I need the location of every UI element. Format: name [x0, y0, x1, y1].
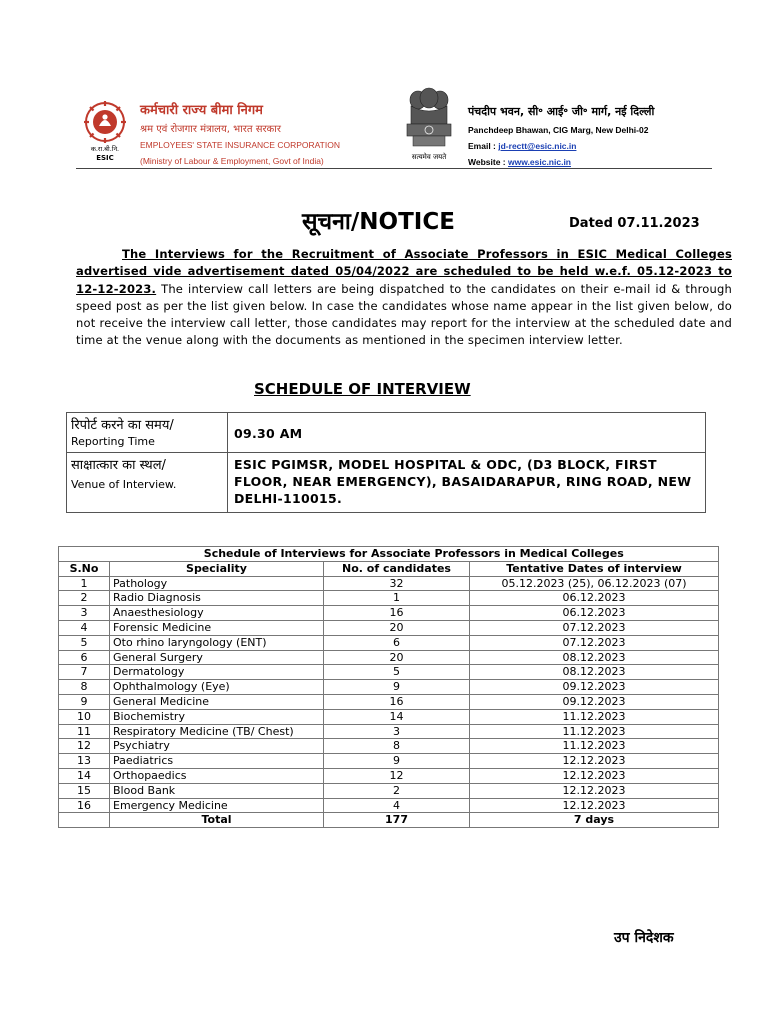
- table-row: [59, 650, 719, 665]
- cell-candidates: 14: [324, 709, 470, 724]
- cell-sno: 1: [59, 576, 110, 591]
- cell-speciality: Oto rhino laryngology (ENT): [110, 635, 324, 650]
- table-row: [59, 798, 719, 813]
- table-total-row: [59, 813, 719, 828]
- schedule-heading: SCHEDULE OF INTERVIEW: [254, 380, 471, 398]
- table-row: [59, 709, 719, 724]
- table-row: [59, 739, 719, 754]
- cell-sno: 5: [59, 635, 110, 650]
- cell-sno: 8: [59, 680, 110, 695]
- venue-label-cell: [67, 453, 228, 513]
- cell-dates: 08.12.2023: [470, 650, 719, 665]
- cell-candidates: 20: [324, 650, 470, 665]
- table-row: [59, 768, 719, 783]
- notice-body-rest: The interview call letters are being dispatched to the candidates on their e-mail id & through speed post as per the list given below. In case the candidates whose name appear in the list given below, do not receive the interview call letter, those candidates may report for the interview at the scheduled date and time at the venue along with the documents as mentioned in the specimen interview letter.: [76, 281, 732, 348]
- cell-sno: 2: [59, 591, 110, 606]
- cell-speciality: Biochemistry: [110, 709, 324, 724]
- reporting-label-cell: [67, 413, 228, 453]
- table-row: [59, 680, 719, 695]
- notice-date: Dated 07.11.2023: [569, 216, 700, 231]
- reporting-value-cell: [228, 413, 706, 453]
- caption-spacer: [59, 547, 110, 562]
- cell-candidates: 8: [324, 739, 470, 754]
- ministry-name-english: (Ministry of Labour & Employment, Govt of India): [140, 156, 324, 166]
- header-sno: S.No: [59, 561, 110, 576]
- org-name-hindi: कर्मचारी राज्य बीमा निगम: [140, 103, 263, 118]
- cell-candidates: 1: [324, 591, 470, 606]
- website-link[interactable]: www.esic.nic.in: [508, 157, 571, 167]
- address-hindi: पंचदीप भवन, सी॰ आई॰ जी॰ मार्ग, नई दिल्ली: [468, 105, 655, 118]
- table-row: [59, 694, 719, 709]
- cell-dates: 11.12.2023: [470, 724, 719, 739]
- cell-dates: 12.12.2023: [470, 783, 719, 798]
- cell-candidates: 16: [324, 694, 470, 709]
- cell-sno: 6: [59, 650, 110, 665]
- cell-candidates: 9: [324, 754, 470, 769]
- cell-candidates: 16: [324, 606, 470, 621]
- cell-speciality: Orthopaedics: [110, 768, 324, 783]
- cell-speciality: Paediatrics: [110, 754, 324, 769]
- table-row: [59, 591, 719, 606]
- cell-dates: 08.12.2023: [470, 665, 719, 680]
- ministry-name-hindi: श्रम एवं रोजगार मंत्रालय, भारत सरकार: [140, 124, 281, 135]
- venue-value-cell: [228, 453, 706, 513]
- cell-sno: 11: [59, 724, 110, 739]
- table-row: [59, 635, 719, 650]
- notice-title: सूचना/NOTICE: [302, 209, 455, 235]
- table-caption: Schedule of Interviews for Associate Professors in Medical Colleges: [110, 547, 719, 562]
- signature-designation: उप निदेशक: [614, 930, 674, 946]
- cell-candidates: 3: [324, 724, 470, 739]
- table-row: [59, 620, 719, 635]
- cell-candidates: 4: [324, 798, 470, 813]
- cell-sno: 4: [59, 620, 110, 635]
- table-row: [59, 724, 719, 739]
- venue-label-hindi: साक्षात्कार का स्थल/: [71, 458, 166, 473]
- cell-speciality: Radio Diagnosis: [110, 591, 324, 606]
- table-row: [59, 754, 719, 769]
- cell-speciality: Dermatology: [110, 665, 324, 680]
- cell-speciality: Forensic Medicine: [110, 620, 324, 635]
- cell-speciality: Anaesthesiology: [110, 606, 324, 621]
- cell-speciality: Psychiatry: [110, 739, 324, 754]
- interview-schedule-table: [58, 546, 719, 828]
- cell-sno: 9: [59, 694, 110, 709]
- cell-speciality: General Medicine: [110, 694, 324, 709]
- cell-sno: 14: [59, 768, 110, 783]
- reporting-time-value: 09.30 AM: [234, 426, 303, 441]
- cell-dates: 12.12.2023: [470, 768, 719, 783]
- cell-speciality: Ophthalmology (Eye): [110, 680, 324, 695]
- total-days: 7 days: [470, 813, 719, 828]
- cell-dates: 11.12.2023: [470, 739, 719, 754]
- table-row: [59, 606, 719, 621]
- email-line: [468, 141, 576, 151]
- total-candidates: 177: [324, 813, 470, 828]
- cell-candidates: 9: [324, 680, 470, 695]
- esic-logo-icon: [80, 100, 130, 164]
- table-row: [59, 665, 719, 680]
- reporting-label-hindi: रिपोर्ट करने का समय/: [71, 418, 174, 433]
- website-line: [468, 157, 571, 167]
- website-label: Website :: [468, 157, 506, 167]
- email-link[interactable]: jd-rectt@esic.nic.in: [498, 141, 577, 151]
- cell-candidates: 32: [324, 576, 470, 591]
- cell-sno: 3: [59, 606, 110, 621]
- cell-speciality: General Surgery: [110, 650, 324, 665]
- header-dates: Tentative Dates of interview: [470, 561, 719, 576]
- header-speciality: Speciality: [110, 561, 324, 576]
- cell-dates: 06.12.2023: [470, 591, 719, 606]
- cell-sno: 13: [59, 754, 110, 769]
- total-label: Total: [110, 813, 324, 828]
- logo-text-english: ESIC: [96, 154, 114, 162]
- cell-sno: 16: [59, 798, 110, 813]
- cell-speciality: Pathology: [110, 576, 324, 591]
- header-candidates: No. of candidates: [324, 561, 470, 576]
- notice-body: [76, 246, 732, 350]
- cell-dates: 09.12.2023: [470, 694, 719, 709]
- email-label: Email :: [468, 141, 496, 151]
- cell-candidates: 12: [324, 768, 470, 783]
- cell-dates: 07.12.2023: [470, 620, 719, 635]
- reporting-label-english: Reporting Time: [71, 435, 155, 448]
- logo-text-hindi: क.रा.बी.नि.: [90, 145, 120, 153]
- cell-dates: 05.12.2023 (25), 06.12.2023 (07): [470, 576, 719, 591]
- cell-dates: 12.12.2023: [470, 754, 719, 769]
- cell-sno: 7: [59, 665, 110, 680]
- table-caption-row: [59, 547, 719, 562]
- cell-dates: 12.12.2023: [470, 798, 719, 813]
- cell-candidates: 6: [324, 635, 470, 650]
- emblem-caption: सत्यमेव जयते: [411, 153, 447, 161]
- cell-speciality: Blood Bank: [110, 783, 324, 798]
- cell-candidates: 20: [324, 620, 470, 635]
- reporting-venue-box: [66, 412, 706, 513]
- cell-candidates: 5: [324, 665, 470, 680]
- cell-speciality: Respiratory Medicine (TB/ Chest): [110, 724, 324, 739]
- table-row: [59, 783, 719, 798]
- notice-body-bold: The Interviews for the Recruitment of Associate Professors in ESIC Medical Colleges advertised vide advertisement dated 05/04/2022 are scheduled to be held w.e.f. 05.12-2023 to 12-12-2023.: [76, 247, 732, 296]
- cell-sno: 15: [59, 783, 110, 798]
- table-row: [59, 576, 719, 591]
- cell-dates: 11.12.2023: [470, 709, 719, 724]
- org-name-english: EMPLOYEES' STATE INSURANCE CORPORATION: [140, 140, 340, 150]
- cell-dates: 07.12.2023: [470, 635, 719, 650]
- cell-sno: 12: [59, 739, 110, 754]
- address-english: Panchdeep Bhawan, CIG Marg, New Delhi-02: [468, 125, 649, 135]
- cell-candidates: 2: [324, 783, 470, 798]
- table-header-row: [59, 561, 719, 576]
- cell-speciality: Emergency Medicine: [110, 798, 324, 813]
- total-spacer: [59, 813, 110, 828]
- venue-label-english: Venue of Interview.: [71, 478, 177, 491]
- header-divider: [76, 168, 712, 169]
- cell-sno: 10: [59, 709, 110, 724]
- national-emblem-icon: [401, 86, 457, 164]
- venue-value: ESIC PGIMSR, MODEL HOSPITAL & ODC, (D3 BLOCK, FIRST FLOOR, NEAR EMERGENCY), BASAIDARAPUR, RING ROAD, NEW DELHI-110015.: [234, 457, 692, 506]
- cell-dates: 06.12.2023: [470, 606, 719, 621]
- cell-dates: 09.12.2023: [470, 680, 719, 695]
